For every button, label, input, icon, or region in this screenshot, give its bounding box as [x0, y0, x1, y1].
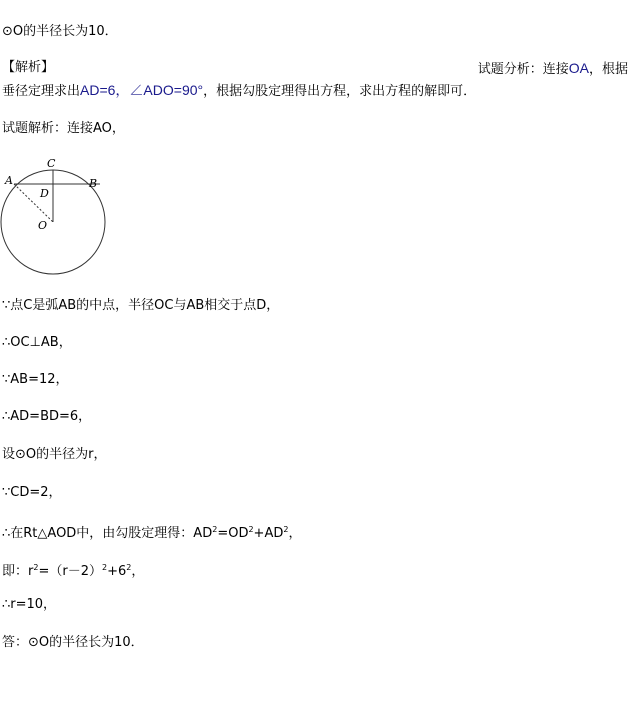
analysis-hint — [478, 60, 628, 78]
pythagoras-suffix: ， — [288, 526, 302, 541]
result-line: ∴r=10， — [2, 597, 57, 612]
pythagoras-mid-2: +AD — [253, 526, 284, 541]
step-1: ∵点C是弧AB的中点，半径OC与AB相交于点D， — [2, 298, 280, 313]
final-answer: 答：⊙O的半径长为10． — [2, 635, 144, 650]
pythagoras-prefix: ∴在Rt△AOD中，由勾股定理得：AD — [2, 526, 213, 541]
label-b: B — [89, 177, 98, 190]
solution-intro: 试题解析：连接AO， — [2, 121, 125, 136]
label-c: C — [47, 157, 56, 170]
step-4: ∴AD=BD=6， — [2, 409, 92, 424]
pythagoras-sup-3: 2 — [283, 525, 289, 534]
analysis-line2-prefix: 垂径定理求出 — [2, 84, 81, 99]
pythagoras-sup-2: 2 — [248, 525, 254, 534]
equation-sup-2: 2 — [101, 563, 108, 572]
geometry-figure — [0, 155, 112, 277]
equation-line — [2, 560, 144, 580]
analysis-tag: 【解析】 — [2, 60, 55, 75]
analysis-hint-oa: OA — [568, 60, 589, 76]
equation-mid-2: +6 — [107, 564, 127, 579]
analysis-hint-prefix: 试题分析：连接 — [477, 62, 569, 77]
step-6: ∵CD=2， — [2, 485, 62, 500]
label-a: A — [5, 174, 13, 187]
equation-sup-3: 2 — [126, 563, 132, 572]
pythagoras-line — [2, 522, 301, 542]
label-d: D — [40, 187, 49, 200]
equation-prefix: 即：r — [2, 564, 34, 579]
analysis-line-2 — [2, 82, 476, 100]
circle-diagram — [0, 155, 112, 277]
equation-mid: =（r－2） — [38, 564, 102, 579]
equation-sup-1: 2 — [33, 563, 39, 572]
pythagoras-mid-1: =OD — [217, 526, 249, 541]
analysis-hint-suffix: ，根据 — [588, 62, 628, 77]
step-5: 设⊙O的半径为r， — [2, 447, 107, 462]
pythagoras-sup-1: 2 — [212, 525, 218, 534]
step-2: ∴OC⊥AB， — [2, 335, 72, 350]
equation-suffix: ， — [131, 564, 145, 579]
analysis-line2-math: AD=6，∠ADO=90° — [80, 82, 204, 98]
answer-line: ⊙O的半径长为10． — [2, 24, 118, 39]
label-o: O — [38, 219, 48, 232]
analysis-line2-suffix: ，根据勾股定理得出方程，求出方程的解即可． — [203, 84, 477, 99]
step-3: ∵AB=12， — [2, 372, 69, 387]
